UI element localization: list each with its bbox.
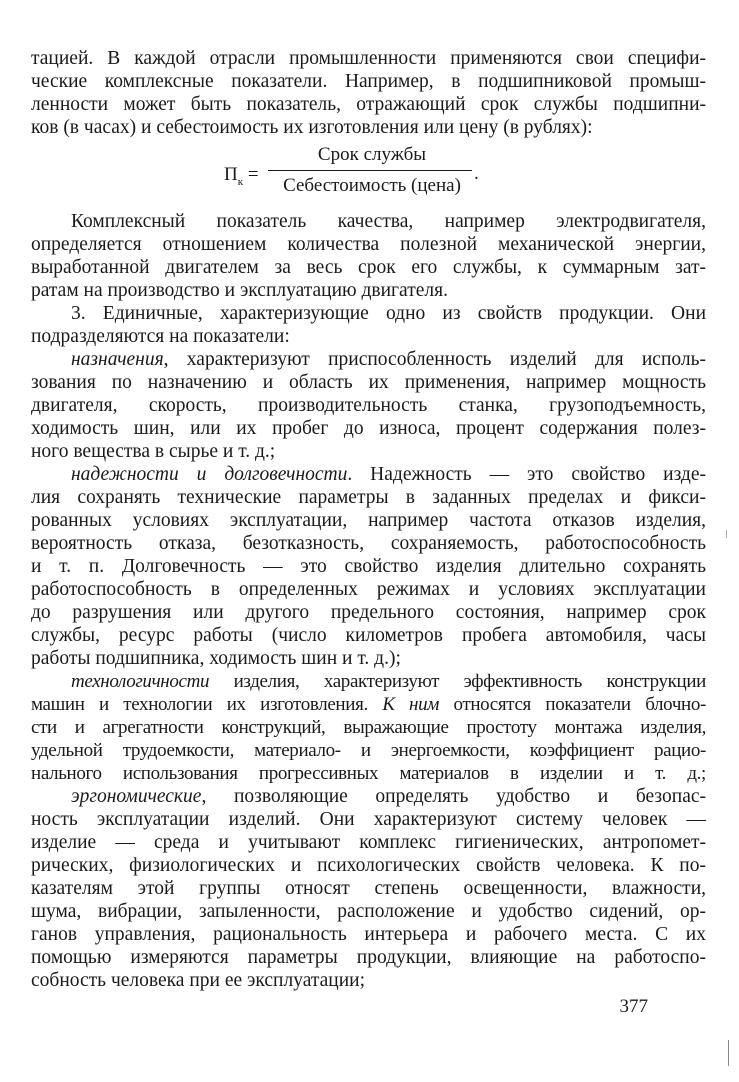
text-line: определяется отношением количества полезной механической энергии, bbox=[31, 234, 706, 255]
formula bbox=[224, 143, 484, 203]
text-line: тацией. В каждой отрасли промышленности применяются свои специфи- bbox=[31, 48, 706, 69]
text-line: ческие комплексные показатели. Например, в подшипниковой промыш- bbox=[31, 71, 706, 92]
text-line: работы подшипника, ходимость шин и т. д.); bbox=[31, 648, 401, 669]
text-line: ганов управления, рациональность интерьера и рабочего места. С их bbox=[31, 924, 706, 945]
text-line: ков (в часах) и себестоимость их изготовления или цену (в рублях): bbox=[31, 117, 593, 138]
text-line: ленности может быть показатель, отражающий срок службы подшипни- bbox=[31, 94, 706, 115]
text-line: сти и агрегатности конструкций, выражающие простоту монтажа изделия, bbox=[31, 717, 706, 738]
formula-denominator: Себестоимость (цена) bbox=[283, 175, 461, 196]
term-manufacturability: технологичности bbox=[71, 671, 210, 692]
text-line: выработанной двигателем за весь срок его службы, к суммарным зат- bbox=[31, 257, 706, 278]
text-line: удельной трудоемкости, материало- и энергоемкости, коэффициент рацио- bbox=[31, 740, 706, 761]
formula-lhs: $П_к$ = bbox=[224, 164, 259, 188]
text-line: ность эксплуатации изделий. Они характеризуют систему человек — bbox=[31, 809, 706, 830]
text-line: собность человека при ее эксплуатации; bbox=[31, 970, 365, 991]
text-line: ного вещества в сырье и т. д.; bbox=[31, 441, 276, 462]
text-line: машин и технологии их изготовления. К ним относятся показатели блочно- bbox=[31, 694, 706, 715]
term-purpose: назначения bbox=[71, 349, 164, 370]
text-line: нального использования прогрессивных материалов в изделии и т. д.; bbox=[31, 763, 706, 784]
text-line: лия сохранять технические параметры в заданных пределах и фикси- bbox=[31, 487, 706, 508]
text-line: двигателя, скорость, производительность станка, грузоподъемность, bbox=[31, 395, 706, 416]
page-number: 377 bbox=[619, 996, 648, 1017]
list-item-purpose: назначения, характеризуют приспособленность изделий для исполь- bbox=[71, 349, 706, 370]
text-line: 3. Единичные, характеризующие одно из свойств продукции. Они bbox=[71, 303, 706, 324]
text-line: помощью измеряются параметры продукции, влияющие на работоспо- bbox=[31, 947, 706, 968]
text-line: ратам на производство и эксплуатацию двигателя. bbox=[31, 280, 448, 301]
text-line: подразделяются на показатели: bbox=[31, 326, 290, 347]
text-line: Комплексный показатель качества, например электродвигателя, bbox=[71, 211, 706, 232]
list-item-reliability: надежности и долговечности. Надежность — это свойство изде- bbox=[71, 464, 707, 485]
text-line: шума, вибрации, запыленности, расположение и удобство сидений, ор- bbox=[31, 901, 706, 922]
term-reliability: надежности и долговечности bbox=[71, 464, 348, 485]
list-item-manufacturability: технологичности изделия, характеризуют эффективность конструкции bbox=[71, 671, 706, 692]
text-line: вероятность отказа, безотказность, сохраняемость, работоспособность bbox=[31, 533, 706, 554]
text-line: изделие — среда и учитывают комплекс гигиенических, антропомет- bbox=[31, 832, 706, 853]
scan-edge-mark bbox=[728, 1040, 729, 1066]
scan-edge-mark bbox=[726, 530, 727, 538]
text-line: рованных условиях эксплуатации, например частота отказов изделия, bbox=[31, 510, 706, 531]
text-line: и т. п. Долговечность — это свойство изделия длительно сохранять bbox=[31, 556, 706, 577]
text-line: рических, физиологических и психологических свойств человека. К по- bbox=[31, 855, 706, 876]
formula-numerator: Срок службы bbox=[317, 144, 427, 165]
text-line: ходимость шин, или их пробег до износа, процент содержания полез- bbox=[31, 418, 706, 439]
text-line: работоспособность в определенных режимах и условиях эксплуатации bbox=[31, 579, 706, 600]
text-line: службы, ресурс работы (число километров пробега автомобиля, часы bbox=[31, 625, 706, 646]
text-line: казателям этой группы относят степень освещенности, влажности, bbox=[31, 878, 706, 899]
text-line: зования по назначению и область их применения, например мощность bbox=[31, 372, 706, 393]
term-ergonomic: эргономические bbox=[71, 786, 202, 807]
text-line: до разрушения или другого предельного состояния, например срок bbox=[31, 602, 706, 623]
list-item-ergonomic: эргономические, позволяющие определять удобство и безопас- bbox=[71, 786, 706, 807]
formula-period: . bbox=[474, 163, 479, 184]
fraction-bar bbox=[268, 170, 472, 171]
